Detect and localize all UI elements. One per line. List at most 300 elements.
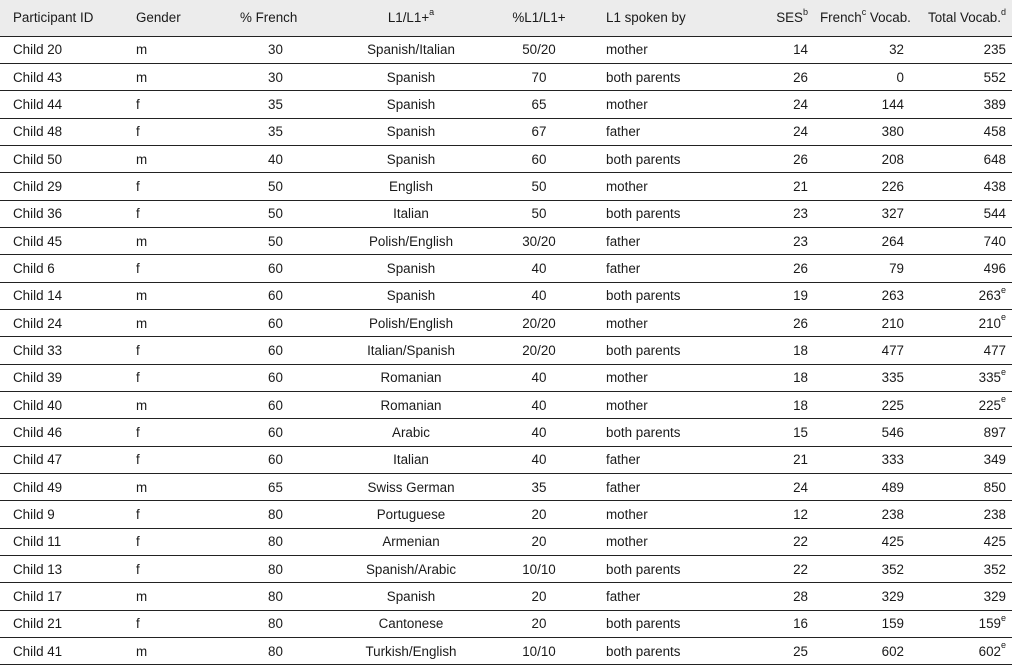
participant-id-cell xyxy=(0,337,130,364)
participant-id-cell-value: Child 24 xyxy=(13,315,63,331)
total-vocab-cell-value: 458 xyxy=(983,124,1006,140)
pct-l1-cell-value: 20 xyxy=(531,616,547,632)
header-french-vocab-suffix: Vocab. xyxy=(866,10,911,26)
l1-cell-value: Portuguese xyxy=(376,507,446,523)
l1-cell-value: Spanish xyxy=(386,96,436,112)
total-vocab-cell xyxy=(910,227,1012,254)
pct-french-cell xyxy=(222,63,332,90)
pct-french-cell xyxy=(222,391,332,418)
participant-id-cell xyxy=(0,501,130,528)
pct-french-cell-value: 80 xyxy=(268,561,283,577)
total-vocab-cell-value: 329 xyxy=(983,589,1006,605)
french-vocab-cell-value: 159 xyxy=(881,616,904,632)
table-row xyxy=(0,118,1012,145)
gender-cell-value: m xyxy=(136,479,148,495)
pct-french-cell xyxy=(222,638,332,665)
gender-cell-value: f xyxy=(136,370,140,386)
total-vocab-cell-value: 438 xyxy=(983,178,1006,194)
table-row xyxy=(0,282,1012,309)
total-vocab-cell-value: 349 xyxy=(983,452,1006,468)
total-vocab-cell xyxy=(910,446,1012,473)
l1-cell-value: Polish/English xyxy=(368,315,454,331)
participant-id-cell-value: Child 47 xyxy=(13,452,63,468)
french-vocab-cell xyxy=(814,173,910,200)
l1-spoken-by-cell xyxy=(588,391,736,418)
french-vocab-cell xyxy=(814,282,910,309)
french-vocab-cell xyxy=(814,583,910,610)
pct-l1-cell-value: 40 xyxy=(531,424,547,440)
ses-cell-value: 28 xyxy=(793,589,808,605)
total-vocab-cell xyxy=(910,474,1012,501)
french-vocab-cell-value: 477 xyxy=(881,342,904,358)
total-vocab-cell-value: 602 xyxy=(978,643,1001,659)
gender-cell-value: f xyxy=(136,96,140,112)
table-row xyxy=(0,91,1012,118)
gender-cell xyxy=(130,610,222,637)
participant-id-cell-value: Child 39 xyxy=(13,370,63,386)
pct-french-cell xyxy=(222,118,332,145)
french-vocab-cell xyxy=(814,419,910,446)
total-vocab-cell-value: 225 xyxy=(978,397,1001,413)
l1-spoken-by-cell-value: both parents xyxy=(606,424,681,440)
table-row xyxy=(0,528,1012,555)
header-pct-l1 xyxy=(490,0,588,36)
l1-spoken-by-cell xyxy=(588,501,736,528)
total-vocab-cell xyxy=(910,638,1012,665)
participant-id-cell xyxy=(0,173,130,200)
ses-cell xyxy=(736,446,814,473)
total-vocab-cell xyxy=(910,36,1012,63)
l1-spoken-by-cell-value: mother xyxy=(606,96,648,112)
total-vocab-cell-value: 389 xyxy=(983,96,1006,112)
french-vocab-cell xyxy=(814,446,910,473)
l1-cell xyxy=(332,474,490,501)
header-l1-label: L1/L1+ xyxy=(387,10,430,26)
l1-cell-value: Italian xyxy=(393,452,429,468)
ses-cell-value: 14 xyxy=(793,42,808,58)
gender-cell xyxy=(130,391,222,418)
pct-l1-cell-value: 40 xyxy=(531,288,547,304)
l1-cell xyxy=(332,255,490,282)
french-vocab-cell xyxy=(814,528,910,555)
french-vocab-cell-value: 238 xyxy=(881,507,904,523)
l1-cell xyxy=(332,364,490,391)
pct-french-cell-value: 60 xyxy=(268,260,283,276)
gender-cell-value: m xyxy=(136,69,148,85)
l1-spoken-by-cell xyxy=(588,583,736,610)
total-vocab-cell xyxy=(910,528,1012,555)
total-vocab-footnote: e xyxy=(1000,366,1006,377)
gender-cell xyxy=(130,446,222,473)
ses-cell-value: 23 xyxy=(793,206,808,222)
pct-l1-cell xyxy=(490,36,588,63)
l1-spoken-by-cell-value: father xyxy=(606,479,641,495)
participant-id-cell xyxy=(0,282,130,309)
table-row xyxy=(0,446,1012,473)
ses-cell-value: 24 xyxy=(793,96,808,112)
total-vocab-cell-value: 740 xyxy=(983,233,1006,249)
l1-spoken-by-cell-value: mother xyxy=(606,315,648,331)
table-row xyxy=(0,337,1012,364)
pct-l1-cell xyxy=(490,282,588,309)
pct-l1-cell xyxy=(490,419,588,446)
pct-l1-cell-value: 50 xyxy=(531,178,547,194)
participant-id-cell-value: Child 11 xyxy=(13,534,62,550)
l1-cell xyxy=(332,91,490,118)
pct-l1-cell-value: 35 xyxy=(531,479,547,495)
participant-id-cell-value: Child 6 xyxy=(13,260,55,276)
participant-id-cell-value: Child 29 xyxy=(13,178,63,194)
ses-cell xyxy=(736,173,814,200)
l1-cell xyxy=(332,173,490,200)
french-vocab-cell-value: 352 xyxy=(881,561,904,577)
gender-cell-value: f xyxy=(136,342,140,358)
l1-spoken-by-cell-value: mother xyxy=(606,42,648,58)
table-row xyxy=(0,610,1012,637)
gender-cell xyxy=(130,200,222,227)
l1-spoken-by-cell-value: mother xyxy=(606,370,648,386)
pct-french-cell xyxy=(222,36,332,63)
ses-cell xyxy=(736,309,814,336)
pct-l1-cell xyxy=(490,583,588,610)
ses-cell-value: 25 xyxy=(793,643,808,659)
l1-spoken-by-cell xyxy=(588,255,736,282)
gender-cell-value: m xyxy=(136,589,148,605)
l1-cell-value: Italian xyxy=(393,206,429,222)
participant-id-cell xyxy=(0,583,130,610)
l1-spoken-by-cell-value: both parents xyxy=(606,69,681,85)
l1-cell xyxy=(332,227,490,254)
table-row xyxy=(0,145,1012,172)
pct-french-cell-value: 60 xyxy=(268,397,283,413)
pct-french-cell xyxy=(222,91,332,118)
french-vocab-cell-value: 226 xyxy=(881,178,904,194)
pct-l1-cell-value: 50/20 xyxy=(522,42,556,58)
french-vocab-cell-value: 210 xyxy=(881,315,904,331)
header-french-vocab-label: French xyxy=(820,10,862,26)
pct-l1-cell-value: 67 xyxy=(531,124,547,140)
l1-cell xyxy=(332,63,490,90)
l1-cell xyxy=(332,200,490,227)
participant-id-cell-value: Child 13 xyxy=(13,561,63,577)
l1-spoken-by-cell-value: father xyxy=(606,452,641,468)
total-vocab-cell-value: 544 xyxy=(983,206,1006,222)
l1-cell-value: Spanish/Arabic xyxy=(365,561,457,577)
ses-cell xyxy=(736,337,814,364)
french-vocab-cell xyxy=(814,145,910,172)
header-row xyxy=(0,0,1012,36)
participant-id-cell-value: Child 14 xyxy=(13,288,63,304)
ses-cell-value: 19 xyxy=(793,288,808,304)
french-vocab-cell-value: 225 xyxy=(881,397,904,413)
gender-cell-value: f xyxy=(136,260,140,276)
participant-id-cell xyxy=(0,610,130,637)
l1-cell xyxy=(332,638,490,665)
ses-cell xyxy=(736,255,814,282)
total-vocab-cell-value: 477 xyxy=(983,342,1006,358)
participant-id-cell-value: Child 48 xyxy=(13,124,63,140)
gender-cell xyxy=(130,501,222,528)
total-vocab-cell xyxy=(910,91,1012,118)
pct-l1-cell-value: 40 xyxy=(531,397,547,413)
header-ses-label: SES xyxy=(776,10,803,26)
pct-french-cell-value: 50 xyxy=(268,178,283,194)
pct-l1-cell-value: 10/10 xyxy=(522,643,556,659)
ses-cell-value: 24 xyxy=(793,479,808,495)
l1-spoken-by-cell-value: father xyxy=(606,233,641,249)
participant-id-cell xyxy=(0,91,130,118)
l1-spoken-by-cell xyxy=(588,364,736,391)
ses-cell-value: 21 xyxy=(793,178,808,194)
ses-cell xyxy=(736,282,814,309)
pct-french-cell-value: 60 xyxy=(268,370,283,386)
pct-l1-cell xyxy=(490,63,588,90)
l1-cell xyxy=(332,583,490,610)
pct-l1-cell xyxy=(490,364,588,391)
participant-id-cell xyxy=(0,446,130,473)
participant-id-cell xyxy=(0,556,130,583)
gender-cell xyxy=(130,638,222,665)
l1-cell-value: Turkish/English xyxy=(365,643,457,659)
pct-l1-cell-value: 50 xyxy=(531,206,547,222)
header-participant-id xyxy=(0,0,130,36)
table-row xyxy=(0,474,1012,501)
ses-cell-value: 16 xyxy=(793,616,808,632)
total-vocab-cell xyxy=(910,255,1012,282)
pct-french-cell xyxy=(222,282,332,309)
ses-cell xyxy=(736,474,814,501)
french-vocab-cell xyxy=(814,309,910,336)
total-vocab-cell-value: 850 xyxy=(983,479,1006,495)
ses-cell xyxy=(736,501,814,528)
pct-french-cell xyxy=(222,583,332,610)
gender-cell-value: f xyxy=(136,616,140,632)
table-row xyxy=(0,36,1012,63)
l1-cell xyxy=(332,282,490,309)
pct-french-cell xyxy=(222,528,332,555)
header-gender xyxy=(130,0,222,36)
table-header xyxy=(0,0,1012,36)
participant-id-cell-value: Child 49 xyxy=(13,479,63,495)
ses-cell xyxy=(736,118,814,145)
participant-id-cell-value: Child 43 xyxy=(13,69,63,85)
gender-cell-value: m xyxy=(136,151,148,167)
ses-cell-value: 22 xyxy=(793,561,808,577)
pct-l1-cell-value: 20/20 xyxy=(522,342,556,358)
french-vocab-cell xyxy=(814,556,910,583)
pct-l1-cell-value: 10/10 xyxy=(522,561,556,577)
pct-french-cell-value: 30 xyxy=(268,69,283,85)
header-pct-french xyxy=(222,0,332,36)
pct-l1-cell-value: 40 xyxy=(531,452,547,468)
l1-spoken-by-cell xyxy=(588,474,736,501)
pct-l1-cell xyxy=(490,145,588,172)
pct-l1-cell xyxy=(490,173,588,200)
ses-cell xyxy=(736,36,814,63)
ses-cell xyxy=(736,419,814,446)
ses-cell-value: 22 xyxy=(793,534,808,550)
pct-l1-cell xyxy=(490,118,588,145)
total-vocab-cell-value: 263 xyxy=(978,288,1001,304)
l1-cell-value: Spanish xyxy=(386,124,436,140)
total-vocab-cell xyxy=(910,501,1012,528)
pct-l1-cell xyxy=(490,556,588,583)
french-vocab-cell xyxy=(814,227,910,254)
ses-cell-value: 18 xyxy=(793,342,808,358)
gender-cell xyxy=(130,337,222,364)
participant-id-cell xyxy=(0,255,130,282)
gender-cell xyxy=(130,474,222,501)
l1-spoken-by-cell-value: mother xyxy=(606,397,648,413)
total-vocab-cell-value: 335 xyxy=(978,370,1001,386)
participant-id-cell-value: Child 50 xyxy=(13,151,63,167)
french-vocab-cell-value: 263 xyxy=(881,288,904,304)
l1-cell xyxy=(332,446,490,473)
pct-french-cell-value: 60 xyxy=(268,315,283,331)
pct-french-cell xyxy=(222,145,332,172)
french-vocab-cell xyxy=(814,255,910,282)
ses-cell-value: 23 xyxy=(793,233,808,249)
ses-cell xyxy=(736,364,814,391)
gender-cell-value: f xyxy=(136,507,140,523)
participant-id-cell-value: Child 20 xyxy=(13,42,63,58)
table-row xyxy=(0,638,1012,665)
pct-french-cell xyxy=(222,556,332,583)
l1-cell-value: Spanish xyxy=(386,288,436,304)
l1-spoken-by-cell-value: both parents xyxy=(606,151,681,167)
l1-spoken-by-cell-value: father xyxy=(606,589,641,605)
pct-l1-cell xyxy=(490,255,588,282)
total-vocab-cell xyxy=(910,337,1012,364)
header-pct-l1-label: %L1/L1+ xyxy=(512,10,566,26)
french-vocab-cell xyxy=(814,474,910,501)
l1-cell-value: Spanish xyxy=(386,589,436,605)
l1-spoken-by-cell-value: both parents xyxy=(606,643,681,659)
ses-cell-value: 12 xyxy=(793,507,808,523)
ses-cell xyxy=(736,145,814,172)
french-vocab-cell xyxy=(814,391,910,418)
ses-cell-value: 26 xyxy=(793,260,808,276)
header-l1-spoken-by-label: L1 spoken by xyxy=(606,10,686,26)
l1-cell-value: English xyxy=(389,178,433,194)
l1-spoken-by-cell xyxy=(588,419,736,446)
l1-cell xyxy=(332,36,490,63)
l1-spoken-by-cell xyxy=(588,309,736,336)
gender-cell xyxy=(130,227,222,254)
l1-cell xyxy=(332,118,490,145)
total-vocab-cell xyxy=(910,282,1012,309)
l1-spoken-by-cell-value: both parents xyxy=(606,561,681,577)
pct-french-cell xyxy=(222,474,332,501)
ses-cell xyxy=(736,638,814,665)
pct-l1-cell xyxy=(490,501,588,528)
gender-cell xyxy=(130,36,222,63)
pct-l1-cell xyxy=(490,610,588,637)
pct-l1-cell-value: 70 xyxy=(531,69,547,85)
participant-id-cell xyxy=(0,200,130,227)
l1-spoken-by-cell xyxy=(588,91,736,118)
header-participant-id-label: Participant ID xyxy=(13,10,94,26)
french-vocab-cell-value: 0 xyxy=(896,69,904,85)
l1-spoken-by-cell xyxy=(588,63,736,90)
gender-cell-value: m xyxy=(136,315,148,331)
l1-spoken-by-cell-value: both parents xyxy=(606,288,681,304)
table-row xyxy=(0,200,1012,227)
participant-id-cell-value: Child 17 xyxy=(13,589,63,605)
pct-french-cell-value: 60 xyxy=(268,452,283,468)
french-vocab-cell xyxy=(814,364,910,391)
french-vocab-cell-value: 380 xyxy=(881,124,904,140)
french-vocab-cell-value: 264 xyxy=(881,233,904,249)
l1-cell xyxy=(332,391,490,418)
french-vocab-cell-value: 79 xyxy=(889,260,904,276)
l1-spoken-by-cell xyxy=(588,145,736,172)
pct-l1-cell xyxy=(490,337,588,364)
gender-cell xyxy=(130,145,222,172)
french-vocab-cell-value: 327 xyxy=(881,206,904,222)
pct-french-cell xyxy=(222,501,332,528)
pct-french-cell xyxy=(222,255,332,282)
total-vocab-cell xyxy=(910,309,1012,336)
header-pct-french-label: % French xyxy=(240,10,298,26)
gender-cell-value: m xyxy=(136,397,148,413)
ses-cell-value: 18 xyxy=(793,370,808,386)
french-vocab-cell-value: 329 xyxy=(881,589,904,605)
pct-french-cell-value: 80 xyxy=(268,589,283,605)
participant-id-cell-value: Child 36 xyxy=(13,206,63,222)
ses-cell-value: 26 xyxy=(793,69,808,85)
pct-french-cell xyxy=(222,173,332,200)
pct-l1-cell xyxy=(490,638,588,665)
l1-spoken-by-cell xyxy=(588,556,736,583)
pct-l1-cell-value: 30/20 xyxy=(522,233,556,249)
l1-spoken-by-cell xyxy=(588,638,736,665)
ses-cell xyxy=(736,610,814,637)
l1-cell-value: Spanish xyxy=(386,260,436,276)
french-vocab-cell xyxy=(814,36,910,63)
total-vocab-cell xyxy=(910,173,1012,200)
total-vocab-cell xyxy=(910,556,1012,583)
total-vocab-cell-value: 352 xyxy=(983,561,1006,577)
participant-id-cell xyxy=(0,63,130,90)
gender-cell xyxy=(130,91,222,118)
header-total-vocab-label: Total Vocab. xyxy=(928,10,1001,26)
participant-id-cell-value: Child 9 xyxy=(13,507,55,523)
l1-cell xyxy=(332,528,490,555)
gender-cell-value: f xyxy=(136,452,140,468)
pct-l1-cell-value: 40 xyxy=(531,370,547,386)
l1-cell-value: Swiss German xyxy=(367,479,455,495)
gender-cell-value: f xyxy=(136,534,140,550)
french-vocab-cell xyxy=(814,610,910,637)
gender-cell-value: m xyxy=(136,288,148,304)
l1-cell-value: Italian/Spanish xyxy=(367,342,455,358)
gender-cell-value: m xyxy=(136,233,148,249)
ses-cell xyxy=(736,91,814,118)
total-vocab-cell xyxy=(910,145,1012,172)
pct-french-cell-value: 80 xyxy=(268,643,283,659)
pct-french-cell xyxy=(222,227,332,254)
total-vocab-footnote: e xyxy=(1000,284,1006,295)
ses-cell xyxy=(736,528,814,555)
l1-spoken-by-cell xyxy=(588,446,736,473)
total-vocab-cell-value: 210 xyxy=(978,315,1001,331)
gender-cell xyxy=(130,282,222,309)
french-vocab-cell xyxy=(814,638,910,665)
pct-l1-cell-value: 40 xyxy=(531,260,547,276)
ses-cell xyxy=(736,227,814,254)
participant-id-cell xyxy=(0,638,130,665)
